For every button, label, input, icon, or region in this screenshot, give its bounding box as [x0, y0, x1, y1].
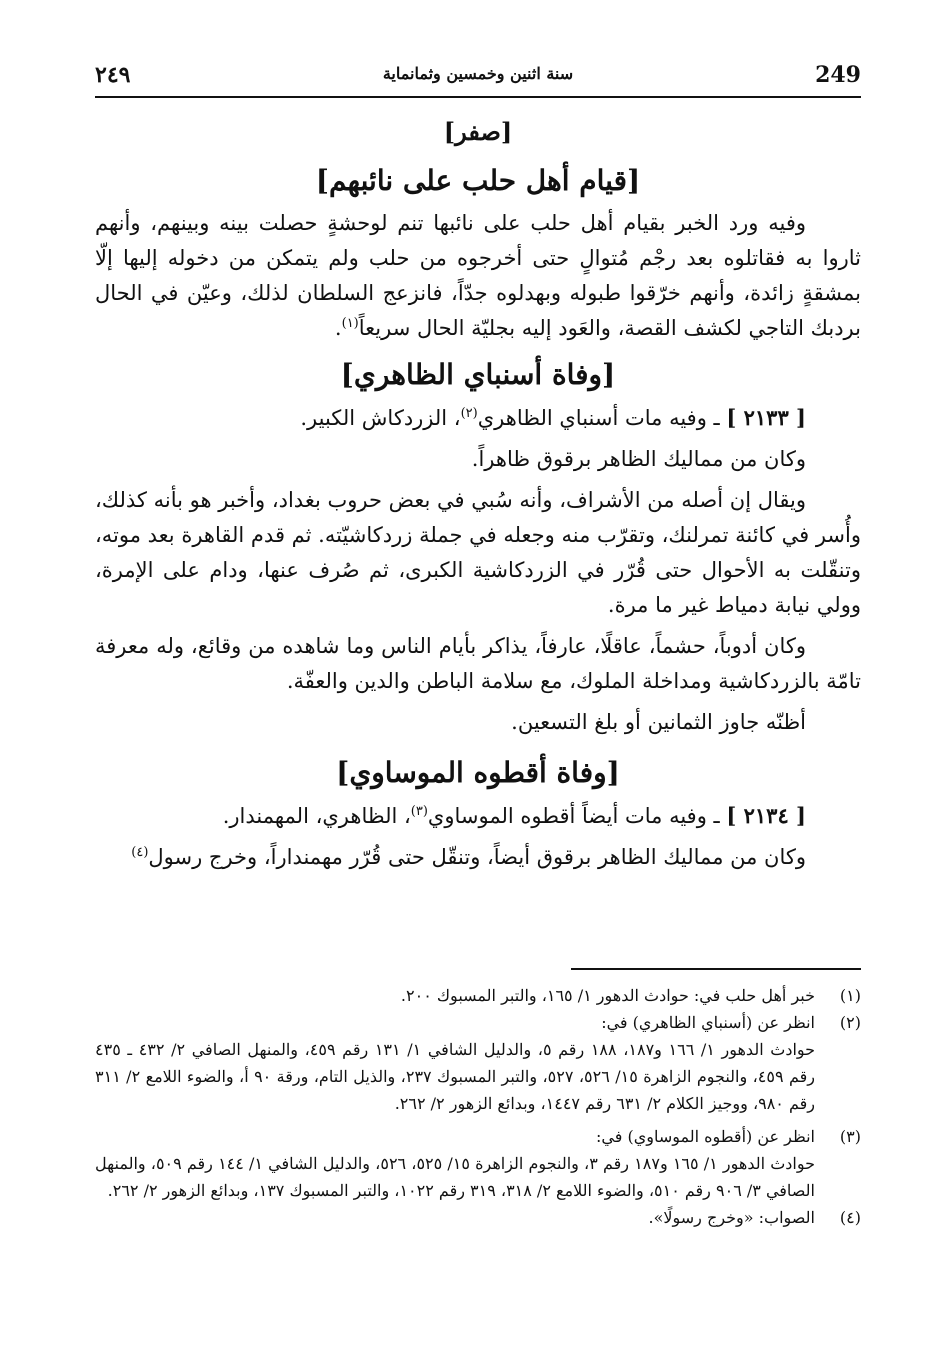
page-number-arabic: ٢٤٩	[95, 62, 131, 88]
section-heading: [وفاة أقطوه الموساوي]	[336, 756, 620, 789]
footnote-ref: (٣)	[410, 804, 428, 819]
footnote	[95, 1204, 861, 1231]
footnote-text: الصواب: «وخرج رسولًا».	[648, 1208, 815, 1227]
entry-number: [ ٢١٣٣ ]	[726, 405, 806, 430]
footnote-number: (٣)	[839, 1127, 861, 1146]
footnote-separator	[571, 968, 861, 970]
footnote-number: (١)	[839, 986, 861, 1005]
section-heading: [وفاة أسنباي الظاهري]	[340, 358, 616, 391]
entry-line: [ ٢١٣٣ ] ـ وفيه مات أسنباي الظاهري$^{(٢)}$، الزردكاش الكبير.	[300, 405, 806, 430]
footnote	[95, 1009, 861, 1036]
paragraph: ويقال إن أصله من الأشراف، وأنه سُبي في بعض حروب بغداد، وأخبر هو بأنه كذلك، وأُسر في كائنة تمرلنك، وتقرّب منه وجعله في جملة زردكاشيّته. ثم قدم القاهرة بعد موته، وتنقّلت به الأحوال حتى قُرّر في الزردكاشية الكبرى، ثم صُرف عنها، ودام على الإمرة، وولي نيابة دمياط غير ما مرة.	[95, 488, 861, 617]
paragraph: وفيه ورد الخبر بقيام أهل حلب على نائبها تنم لوحشةٍ حصلت بينه وبينهم، وأنهم ثاروا به فقاتلوه بعد رجْم مُتوالٍ حتى أخرجوه من حلب ولم يتمكن من دخوله إليها إلّا بمشقةٍ زائدة، وأنهم خرّقوا طبوله وبهدلوه جدّاً، فانزعج السلطان لذلك، وعيّن في الحال بردبك التاجي لكشف القصة، والعَود إليه بجليّة الحال سريعاً$^{(١)}$.	[95, 211, 861, 340]
footnote-ref: (٤)	[131, 845, 149, 860]
footnote	[95, 982, 861, 1009]
paragraph: وكان من مماليك الظاهر برقوق أيضاً، وتنقّل حتى قُرّر مهمنداراً، وخرج رسول$^{(٤)}$	[131, 845, 806, 869]
section-heading: [قيام أهل حلب على نائبهم]	[315, 164, 641, 197]
paragraph: وكان من مماليك الظاهر برقوق ظاهراً.	[471, 447, 806, 471]
main-text	[95, 112, 861, 875]
footnote-number: (٤)	[839, 1208, 861, 1227]
running-title: سنة اثنين وخمسين وثمانماية	[382, 64, 574, 83]
paragraph: وكان أدوباً، حشماً، عاقلًا، عارفاً، يذاكر بأيام الناس وما شاهده من وقائع، وله معرفة تامّة بالزردكاشية ومداخلة الملوك، مع سلامة الباطن والدين والعفّة.	[95, 634, 861, 693]
running-header	[95, 58, 861, 98]
footnote-sources: حوادث الدهور ١/ ١٦٥ و١٨٧ رقم ٣، والنجوم الزاهرة ١٥/ ٥٢٥، ٥٢٦، والدليل الشافي ١/ ١٤٤ رقم ٥٠٩، والمنهل الصافي ٣/ ٩٠٦ رقم ٥١٠، والضوء اللامع ٢/ ٣١٨، ٣١٩ رقم ١٠٢٢، والتبر المسبوك ١٣٧، وبدائع الزهور ٢/ ٢٦٢.	[95, 1154, 815, 1200]
footnote-sources: حوادث الدهور ١/ ١٦٦ و١٨٧، ١٨٨ رقم ٥، والدليل الشافي ١/ ١٣١ رقم ٤٥٩، والمنهل الصافي ٢/ ٤٣٢ ـ ٤٣٥ رقم ٤٥٩، والنجوم الزاهرة ١٥/ ٥٢٦، ٥٢٧، والتبر المسبوك ٢٣٧، والذيل التام، ورقة ٩٠ أ، والضوء اللامع ٢/ ٣١١ رقم ٩٨٠، ووجيز الكلام ٢/ ٦٣١ رقم ١٤٤٧، وبدائع الزهور ٢/ ٢٦٢.	[95, 1040, 816, 1113]
footnotes	[95, 982, 861, 1231]
footnote	[95, 1123, 861, 1150]
footnote-text: خبر أهل حلب في: حوادث الدهور ١/ ١٦٥، والتبر المسبوك ٢٠٠.	[400, 986, 815, 1005]
month-heading: [صفر]	[443, 117, 513, 146]
footnote-text: انظر عن (أسنباي الظاهري) في:	[601, 1013, 815, 1032]
footnote-number: (٢)	[839, 1013, 861, 1032]
footnote-text: انظر عن (أقطوه الموساوي) في:	[595, 1127, 815, 1146]
footnote-ref: (١)	[341, 316, 359, 331]
footnote-ref: (٢)	[460, 406, 478, 421]
page-number-latin: 249	[815, 62, 861, 88]
entry-number: [ ٢١٣٤ ]	[726, 803, 806, 828]
book-page	[95, 0, 861, 1367]
entry-line: [ ٢١٣٤ ] ـ وفيه مات أيضاً أقطوه الموساوي$^{(٣)}$، الظاهري، المهمندار.	[222, 803, 806, 828]
paragraph: أظنّه جاوز الثمانين أو بلغ التسعين.	[511, 710, 806, 734]
